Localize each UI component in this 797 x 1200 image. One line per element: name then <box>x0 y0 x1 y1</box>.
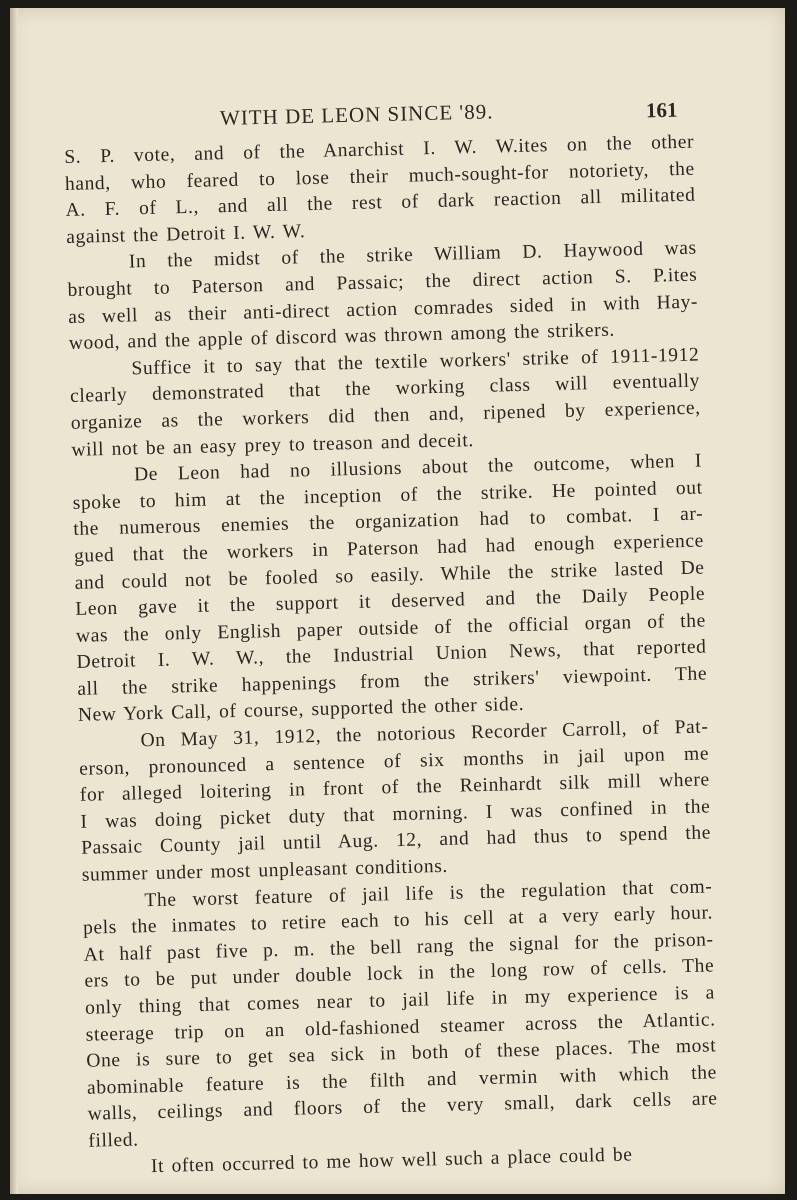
text-line: will not be an easy prey to treason and deceit. <box>71 429 475 461</box>
text-line: for alleged loitering in front of the Reinhardt silk mill where <box>79 769 710 807</box>
page-number: 161 <box>645 97 678 123</box>
text-line: pels the inmates to retire each to his cell at a very early hour. <box>82 902 714 939</box>
text-line: New York Call, of course, supported the other side. <box>77 694 525 727</box>
text-line: At half past five p. m. the bell rang the signal for the prison- <box>83 929 714 966</box>
paragraph <box>67 236 699 358</box>
text-line: S. P. vote, and of the Anarchist I. W. W.ites on the other <box>64 131 695 168</box>
text-line: against the Detroit I. W. W. <box>65 220 306 248</box>
text-line: steerage trip on an old-fashioned steamer across the Atlantic. <box>85 1008 716 1046</box>
book-page <box>10 8 785 1194</box>
running-head: WITH DE LEON SINCE '89. <box>219 99 494 130</box>
text-line: only thing that comes near to jail life in my experience is a <box>84 982 716 1019</box>
text-line: It often occurred to me how well such a place could be <box>150 1143 633 1177</box>
text-line: summer under most unpleasant conditions. <box>81 855 449 886</box>
text-line: Detroit I. W. W., the Industrial Union News, that reported <box>76 636 707 674</box>
text-line: filled. <box>88 1129 139 1152</box>
page-gutter <box>10 8 18 1194</box>
text-line: clearly demonstrated that the working class will eventually <box>69 370 701 408</box>
text-line: In the midst of the strike William D. Haywood was <box>128 237 697 273</box>
paragraph <box>64 130 696 252</box>
paragraph <box>82 874 718 1155</box>
text-line: ers to be put under double lock in the long row of cells. The <box>84 955 715 993</box>
text-line: On May 31, 1912, the notorious Recorder Carroll, of Pat- <box>140 716 709 752</box>
text-line: hand, who feared to lose their much-sought-for notoriety, the <box>64 158 696 195</box>
text-line: One is sure to get sea sick in both of these places. The most <box>86 1035 717 1072</box>
text-line: the numerous enemies the organization had to combat. I ar- <box>73 503 704 541</box>
text-line: De Leon had no illusions about the outcome, when I <box>133 450 703 486</box>
body-text <box>64 130 719 1182</box>
text-line: I was doing picket duty that morning. I was confined in the <box>80 796 711 833</box>
text-line: Passaic County jail until Aug. 12, and had thus to spend the <box>80 822 712 860</box>
text-line: and could not be fooled so easily. While the strike lasted De <box>74 556 705 594</box>
text-line: organize as the workers did then and, ripened by experience, <box>70 397 701 434</box>
text-line: all the strike happenings from the strikers' viewpoint. The <box>77 663 708 700</box>
paragraph <box>72 449 708 730</box>
text-line: brought to Paterson and Passaic; the direct action S. P.ites <box>67 264 698 301</box>
text-line: was the only English paper outside of the official organ of the <box>75 610 707 647</box>
text-line: abominable feature is the filth and vermin with which the <box>86 1062 718 1099</box>
paragraph <box>78 714 712 889</box>
text-line: spoke to him at the inception of the strike. He pointed out <box>72 477 703 514</box>
text-line: as well as their anti-direct action comrades sided in with Hay- <box>67 291 699 328</box>
text-line: walls, ceilings and floors of the very small, dark cells are <box>87 1088 718 1126</box>
text-line: Leon gave it the support it deserved and the Daily People <box>75 583 706 620</box>
text-line: Suffice it to say that the textile workers' strike of 1911-1912 <box>131 344 700 380</box>
text-line: erson, pronounced a sentence of six months in jail upon me <box>78 743 710 780</box>
text-line: gued that the workers in Paterson had had enough experience <box>73 530 705 567</box>
text-line: A. F. of L., and all the rest of dark reaction all militated <box>65 184 696 222</box>
text-line: The worst feature of jail life is the regulation that com- <box>144 876 713 911</box>
text-line: wood, and the apple of discord was thrown among the strikers. <box>68 319 616 355</box>
paragraph <box>69 342 701 464</box>
